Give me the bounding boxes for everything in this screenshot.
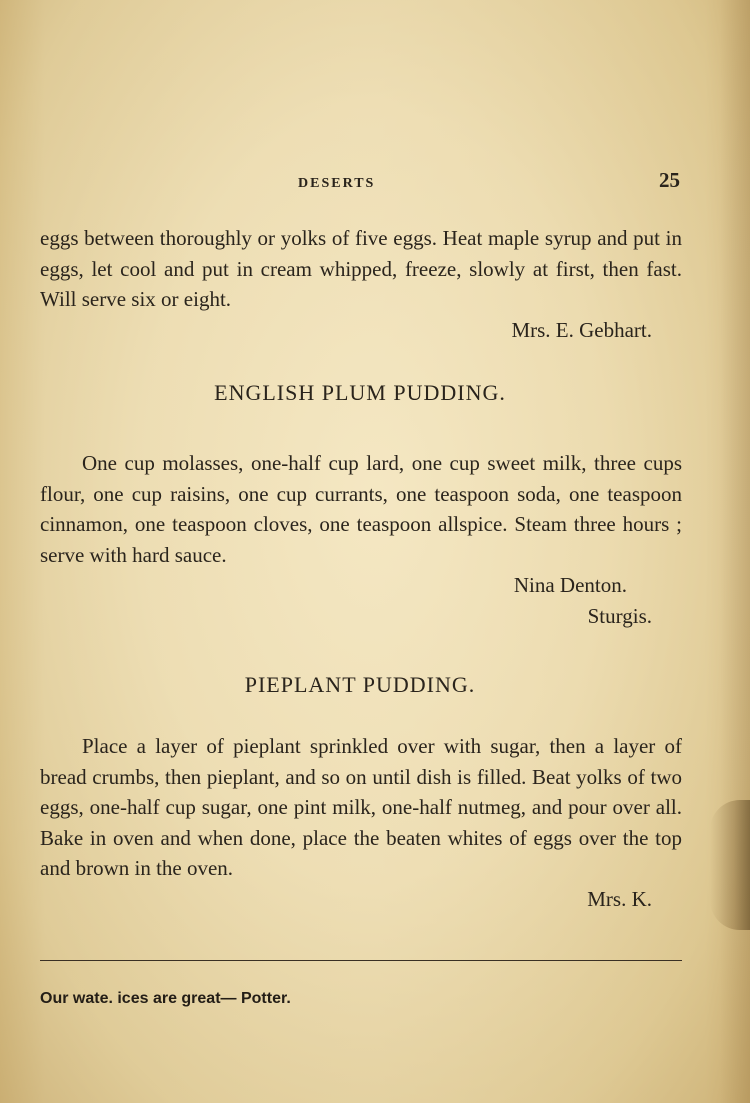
recipe-author: Nina Denton. <box>513 573 627 597</box>
page-edge-shadow <box>720 0 750 1103</box>
recipe-author: Mrs. K. <box>587 886 652 911</box>
page-header <box>40 168 680 198</box>
page-fold-shadow <box>710 800 750 930</box>
continued-recipe-author: Mrs. E. Gebhart. <box>511 317 652 342</box>
recipe-title-pieplant-pudding: PIEPLANT PUDDING. <box>244 672 476 697</box>
recipe-pieplant-pudding <box>40 731 682 914</box>
page-number: 25 <box>659 168 680 192</box>
running-head: DESERTS <box>298 176 376 191</box>
recipe-location: Sturgis. <box>587 603 652 628</box>
continued-recipe <box>40 223 682 345</box>
footer-rule <box>40 960 682 961</box>
recipe-english-plum-pudding <box>40 448 682 631</box>
footer-advertisement: Our wate. ices are great— Potter. <box>40 990 291 1007</box>
recipe-body: Place a layer of pieplant sprinkled over with sugar, then a layer of bread crumbs, then pieplant, and so on until dish is filled. Beat yolks of two eggs, one-half cup sugar, one pint milk, one-half nutmeg, and pour over all. Bake in oven and when done, place the beaten whites of eggs over the top and brown in the oven. <box>40 734 682 880</box>
recipe-title-english-plum-pudding: ENGLISH PLUM PUDDING. <box>214 380 506 405</box>
recipe-body: One cup molasses, one-half cup lard, one cup sweet milk, three cups flour, one cup raisins, one cup currants, one teaspoon soda, one teaspoon cinnamon, one teaspoon cloves, one teaspoon allspice. Steam three hours ; serve with hard sauce. <box>40 451 682 567</box>
continued-recipe-text: eggs between thoroughly or yolks of five eggs. Heat maple syrup and put in eggs, let cool and put in cream whipped, freeze, slowly at first, then fast. Will serve six or eight. <box>40 226 682 311</box>
